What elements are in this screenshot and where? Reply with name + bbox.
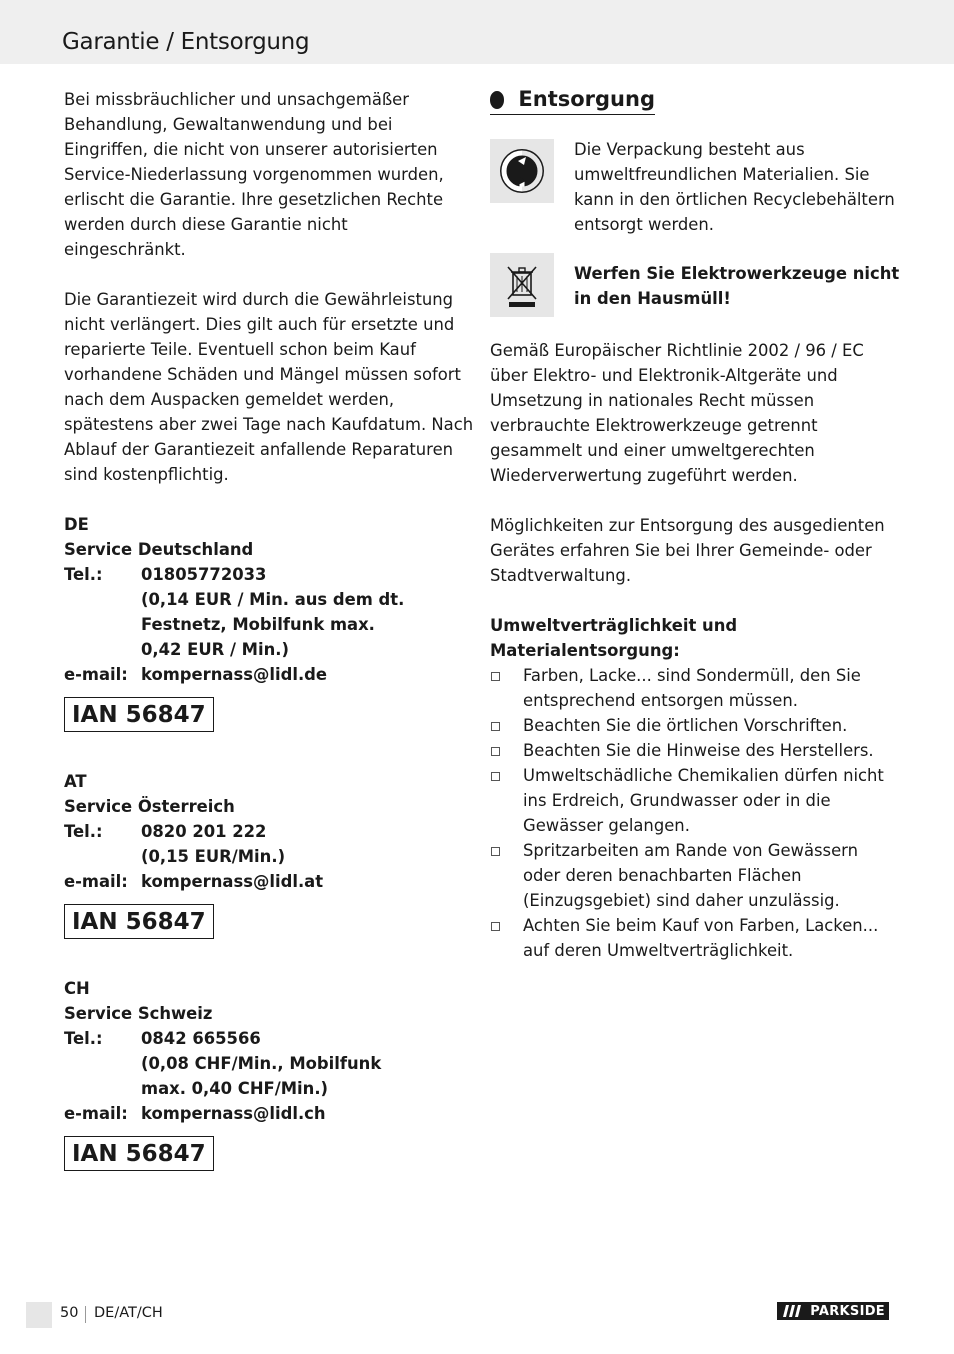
ian-box: IAN 56847 (64, 1136, 214, 1171)
packaging-row (490, 139, 900, 237)
packaging-text: Die Verpackung besteht aus umweltfreundlichen Materialien. Sie kann in den örtlichen Recyclebehältern entsorgt werden. (574, 140, 895, 234)
section-heading-text: Entsorgung (518, 87, 655, 111)
recycling-green-dot-icon (490, 139, 554, 203)
service-block-de (64, 512, 474, 732)
section-heading (490, 87, 655, 115)
email-address: kompernass@lidl.ch (141, 1104, 326, 1123)
service-country: CH (64, 979, 90, 998)
list-item: Achten Sie beim Kauf von Farben, Lacken... auf deren Umweltverträglichkeit. (490, 913, 900, 963)
list-item: Beachten Sie die Hinweise des Herstellers. (490, 738, 900, 763)
page-header (0, 0, 954, 64)
weee-warning-text: Werfen Sie Elektrowerkzeuge nicht in den Hausmüll! (574, 264, 900, 308)
ian-box: IAN 56847 (64, 904, 214, 939)
service-country: AT (64, 772, 87, 791)
left-column (64, 87, 474, 1171)
list-item: Spritzarbeiten am Rande von Gewässern oder deren benachbarten Flächen (Einzugsgebiet) sind daher unzulässig. (490, 838, 900, 913)
brand-logo (777, 1302, 889, 1320)
tel-label: Tel.: (64, 822, 103, 841)
service-block-at (64, 769, 474, 939)
bullet-dot-icon (490, 91, 504, 109)
page-number: 50 (60, 1305, 79, 1321)
tel-note: (0,14 EUR / Min. aus dem dt. Festnetz, Mobilfunk max. 0,42 EUR / Min.) (141, 590, 405, 659)
service-contact-table (64, 1026, 411, 1126)
tel-number: 0820 201 222 (141, 822, 267, 841)
footer-divider (85, 1306, 86, 1323)
service-name: Service Deutschland (64, 540, 254, 559)
tel-number: 01805772033 (141, 565, 267, 584)
tel-label: Tel.: (64, 565, 103, 584)
ian-box: IAN 56847 (64, 697, 214, 732)
list-item: Umweltschädliche Chemikalien dürfen nicht ins Erdreich, Grundwasser oder in die Gewässer gelangen. (490, 763, 900, 838)
service-name: Service Österreich (64, 797, 235, 816)
disposal-bullet-list (490, 663, 900, 963)
footer-page-marker (26, 1302, 52, 1328)
brand-name: PARKSIDE (810, 1303, 885, 1319)
warranty-paragraph-1: Bei missbräuchlicher und unsachgemäßer Behandlung, Gewaltanwendung und bei Eingriffen, die nicht von unserer autorisierten Service-Niederlassung vorgenommen wurden, erlischt die Garantie. Ihre gesetzlichen Rechte werden durch diese Garantie nicht eingeschränkt. (64, 90, 444, 259)
list-item: Beachten Sie die örtlichen Vorschriften. (490, 713, 900, 738)
email-label: e-mail: (64, 1104, 128, 1123)
service-country: DE (64, 515, 89, 534)
list-item: Farben, Lacke... sind Sondermüll, den Sie entsprechend entsorgen müssen. (490, 663, 900, 713)
tel-number: 0842 665566 (141, 1029, 261, 1048)
email-address: kompernass@lidl.at (141, 872, 324, 891)
tel-label: Tel.: (64, 1029, 103, 1048)
subheading: Umweltverträglichkeit und Materialentsorgung: (490, 616, 738, 660)
service-name: Service Schweiz (64, 1004, 213, 1023)
service-contact-table (64, 819, 323, 894)
crossed-bin-icon (490, 253, 554, 317)
service-contact-table (64, 562, 411, 687)
right-column (490, 87, 900, 963)
email-label: e-mail: (64, 665, 128, 684)
weee-row (490, 253, 900, 317)
disposal-paragraph: Möglichkeiten zur Entsorgung des ausgedienten Gerätes erfahren Sie bei Ihrer Gemeinde- oder Stadtverwaltung. (490, 516, 885, 585)
tel-note: (0,15 EUR/Min.) (141, 847, 286, 866)
page-title: Garantie / Entsorgung (62, 29, 310, 55)
email-label: e-mail: (64, 872, 128, 891)
email-address: kompernass@lidl.de (141, 665, 328, 684)
warranty-paragraph-2: Die Garantiezeit wird durch die Gewährleistung nicht verlängert. Dies gilt auch für ersetzte und reparierte Teile. Eventuell schon beim Kauf vorhandene Schäden und Mängel müssen sofort nach dem Auspacken gemeldet werden, spätestens aber zwei Tage nach Kaufdatum. Nach Ablauf der Garantiezeit anfallende Reparaturen sind kostenpflichtig. (64, 290, 474, 484)
footer-region: DE/AT/CH (94, 1305, 163, 1321)
service-block-ch (64, 976, 474, 1171)
brand-stripes-icon (783, 1305, 803, 1317)
tel-note: (0,08 CHF/Min., Mobilfunk max. 0,40 CHF/Min.) (141, 1054, 382, 1098)
directive-paragraph: Gemäß Europäischer Richtlinie 2002 / 96 / EC über Elektro- und Elektronik-Altgeräte und Umsetzung in nationales Recht müssen verbrauchte Elektrowerkzeuge getrennt gesammelt und einer umweltgerechten Wiederverwertung zugeführt werden. (490, 341, 864, 485)
